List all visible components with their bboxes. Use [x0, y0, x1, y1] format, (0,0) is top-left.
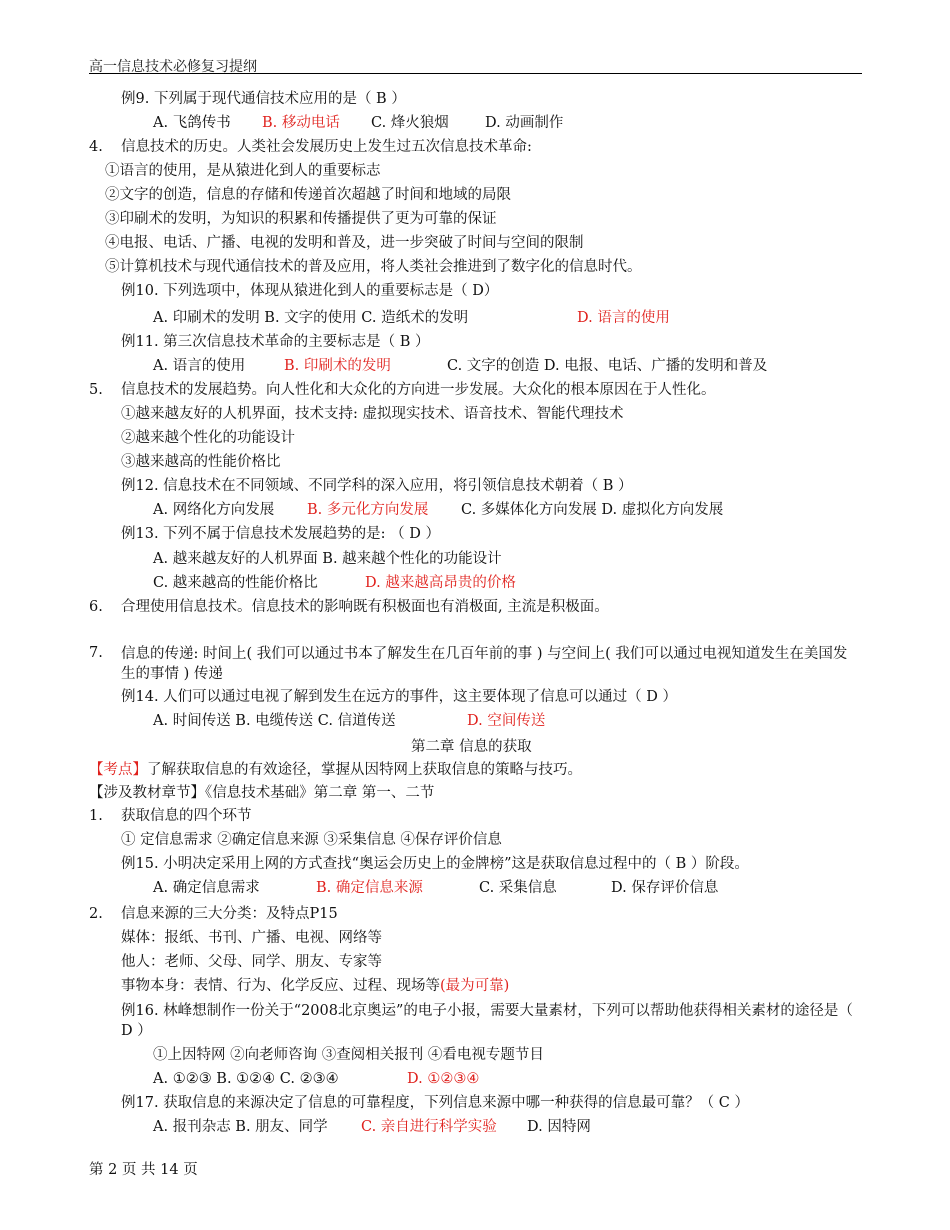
example-16-items: ①上因特网 ②向老师咨询 ③查阅相关报刊 ④看电视专题节目 [153, 1047, 544, 1063]
source-others: 他人：老师、父母、同学、朋友、专家等 [121, 954, 382, 970]
section-4-number: 4. [89, 139, 103, 155]
section-5-item-1: ①越来越友好的人机界面，技术支持: 虚拟现实技术、语音技术、智能代理技术 [121, 406, 624, 422]
example-13-option-c: C. 越来越高的性能价格比 [153, 575, 318, 591]
ch2-item-2-number: 2. [89, 906, 103, 922]
example-11-option-b: B. 印刷术的发明 [284, 358, 391, 374]
example-9-option-c: C. 烽火狼烟 [371, 115, 449, 131]
example-12-options-cd: C. 多媒体化方向发展 D. 虚拟化方向发展 [461, 502, 724, 518]
example-9-question: 例9. 下列属于现代通信技术应用的是（ B ） [121, 91, 406, 107]
example-14-option-d: D. 空间传送 [467, 713, 546, 729]
example-15-option-b: B. 确定信息来源 [316, 880, 423, 896]
example-15-option-a: A. 确定信息需求 [153, 880, 260, 896]
example-16-question: 例16. 林峰想制作一份关于“2008北京奥运”的电子小报，需要大量素材，下列可以帮助他获得相关素材的途径是（ D ） [121, 1003, 853, 1039]
example-13-option-d: D. 越来越高昂贵的价格 [365, 575, 516, 591]
example-17-question: 例17. 获取信息的来源决定了信息的可靠程度，下列信息来源中哪一种获得的信息最可靠？（ C ） [121, 1095, 749, 1111]
ch2-item-2-heading: 信息来源的三大分类：及特点P15 [121, 906, 338, 922]
ch2-item-1-steps: ① 定信息需求 ②确定信息来源 ③采集信息 ④保存评价信息 [121, 832, 502, 848]
source-things-text: 事物本身：表情、行为、化学反应、过程、现场等 [121, 978, 440, 994]
example-13-options-ab: A. 越来越友好的人机界面 B. 越来越个性化的功能设计 [153, 551, 502, 567]
key-points-tag: 【考点】 [89, 762, 147, 778]
example-17-options-ab: A. 报刊杂志 B. 朋友、同学 [153, 1119, 328, 1135]
example-10-option-d: D. 语言的使用 [577, 310, 670, 326]
example-15-option-c: C. 采集信息 [479, 880, 557, 896]
source-media: 媒体：报纸、书刊、广播、电视、网络等 [121, 930, 382, 946]
source-things [121, 977, 509, 995]
example-17-option-d: D. 因特网 [527, 1119, 591, 1135]
example-12-question: 例12. 信息技术在不同领域、不同学科的深入应用，将引领信息技术朝着（ B ） [121, 478, 633, 494]
section-5-number: 5. [89, 382, 103, 398]
example-12-option-a: A. 网络化方向发展 [153, 502, 275, 518]
example-11-question: 例11. 第三次信息技术革命的主要标志是（ B ） [121, 334, 430, 350]
example-10-options-abc: A. 印刷术的发明 B. 文字的使用 C. 造纸术的发明 [153, 310, 469, 326]
section-5-item-3: ③越来越高的性能价格比 [121, 454, 281, 470]
textbook-chapters: 【涉及教材章节】《信息技术基础》第二章 第一、二节 [89, 785, 435, 801]
section-4-item-5: ⑤计算机技术与现代通信技术的普及应用，将人类社会推进到了数字化的信息时代。 [105, 259, 642, 275]
page-number-footer: 第 2 页 共 14 页 [89, 1162, 198, 1178]
section-4-item-2: ②文字的创造，信息的存储和传递首次超越了时间和地域的局限 [105, 187, 511, 203]
section-4-item-4: ④电报、电话、广播、电视的发明和普及，进一步突破了时间与空间的限制 [105, 235, 584, 251]
example-11-options-cd: C. 文字的创造 D. 电报、电话、广播的发明和普及 [447, 358, 768, 374]
chapter-2-title: 第二章 信息的获取 [411, 739, 532, 755]
example-9-option-b: B. 移动电话 [262, 115, 340, 131]
example-14-options-abc: A. 时间传送 B. 电缆传送 C. 信道传送 [153, 713, 396, 729]
most-reliable-note: (最为可靠) [440, 978, 510, 994]
section-7-number: 7. [89, 645, 103, 661]
header-divider [89, 73, 862, 74]
section-5-item-2: ②越来越个性化的功能设计 [121, 430, 295, 446]
running-header: 高一信息技术必修复习提纲 [89, 59, 257, 75]
section-4-item-3: ③印刷术的发明，为知识的积累和传播提供了更为可靠的保证 [105, 211, 497, 227]
section-4-item-1: ①语言的使用，是从猿进化到人的重要标志 [105, 163, 381, 179]
ch2-item-1-number: 1. [89, 808, 103, 824]
key-points [89, 761, 582, 779]
section-7-text: 信息的传递: 时间上( 我们可以通过书本了解发生在几百年前的事 ) 与空间上( 我们可以通过电视知道发生在美国发生的事情 ) 传递 [121, 646, 848, 682]
example-17-option-c: C. 亲自进行科学实验 [361, 1119, 497, 1135]
section-6-text: 合理使用信息技术。信息技术的影响既有积极面也有消极面, 主流是积极面。 [121, 599, 609, 615]
example-10-question: 例10. 下列选项中，体现从猿进化到人的重要标志是（ D） [121, 283, 499, 299]
example-13-question: 例13. 下列不属于信息技术发展趋势的是: （ D ） [121, 526, 441, 542]
section-6-number: 6. [89, 599, 103, 615]
section-5-heading: 信息技术的发展趋势。向人性化和大众化的方向进一步发展。大众化的根本原因在于人性化。 [121, 382, 716, 398]
example-15-option-d: D. 保存评价信息 [611, 880, 719, 896]
example-11-option-a: A. 语言的使用 [153, 358, 246, 374]
example-9-option-a: A. 飞鸽传书 [153, 115, 231, 131]
example-9-option-d: D. 动画制作 [485, 115, 564, 131]
section-4-heading: 信息技术的历史。人类社会发展历史上发生过五次信息技术革命: [121, 139, 532, 155]
ch2-item-1-heading: 获取信息的四个环节 [121, 808, 252, 824]
example-15-question: 例15. 小明决定采用上网的方式查找“奥运会历史上的金牌榜”这是获取信息过程中的（ B ）阶段。 [121, 856, 749, 872]
key-points-text: 了解获取信息的有效途径，掌握从因特网上获取信息的策略与技巧。 [147, 762, 582, 778]
example-16-option-d: D. ①②③④ [407, 1071, 480, 1087]
example-16-options-abc: A. ①②③ B. ①②④ C. ②③④ [153, 1071, 339, 1087]
example-14-question: 例14. 人们可以通过电视了解到发生在远方的事件，这主要体现了信息可以通过（ D ） [121, 689, 678, 705]
example-12-option-b: B. 多元化方向发展 [307, 502, 429, 518]
